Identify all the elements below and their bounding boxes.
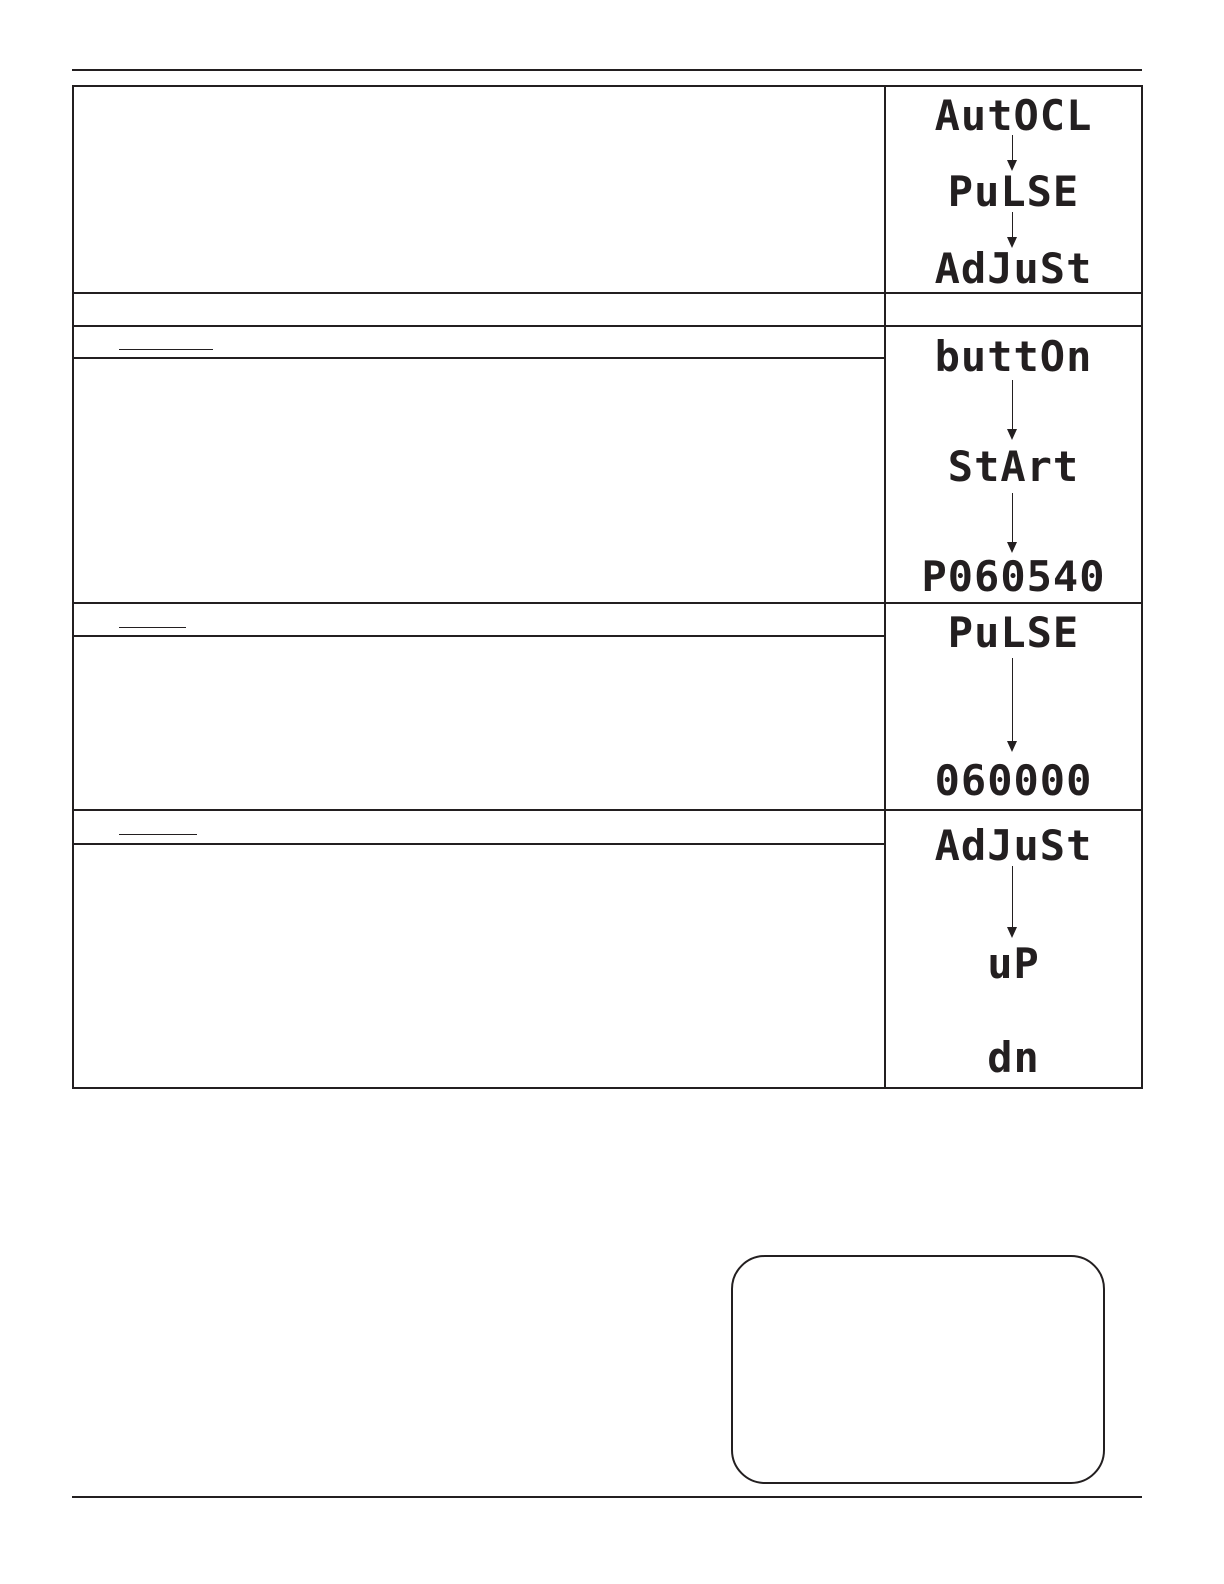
lcd-display-up: uP (987, 939, 1040, 988)
arrow-down-icon (1012, 658, 1013, 750)
row-divider-3 (72, 602, 1143, 604)
lcd-display-autocl: AutOCL (934, 91, 1093, 140)
subheader-divider-adjust (72, 843, 885, 845)
heading-underline-pulse (119, 627, 186, 628)
arrow-down-icon (1012, 866, 1013, 936)
lcd-display-adjust: AdJuSt (934, 821, 1093, 870)
lcd-display-pulse: PuLSE (947, 167, 1080, 216)
arrow-down-icon (1012, 135, 1013, 169)
subheader-divider-button (72, 357, 885, 359)
bottom-rule (72, 1496, 1142, 1498)
top-rule (72, 69, 1142, 71)
lcd-display-p060540: P060540 (921, 552, 1106, 601)
arrow-down-icon (1012, 380, 1013, 438)
note-box (731, 1255, 1105, 1484)
heading-underline-adjust (119, 834, 197, 835)
lcd-display-060000: 060000 (934, 756, 1093, 805)
row-divider-4 (72, 809, 1143, 811)
lcd-display-adjust: AdJuSt (934, 244, 1093, 293)
lcd-display-start: StArt (947, 442, 1080, 491)
lcd-display-button: buttOn (934, 332, 1093, 381)
lcd-display-dn: dn (987, 1033, 1040, 1082)
arrow-down-icon (1012, 493, 1013, 551)
arrow-down-icon (1012, 212, 1013, 246)
subheader-divider-pulse (72, 635, 885, 637)
lcd-display-pulse: PuLSE (947, 608, 1080, 657)
heading-underline-button (119, 349, 213, 350)
row-divider-2 (72, 325, 1143, 327)
